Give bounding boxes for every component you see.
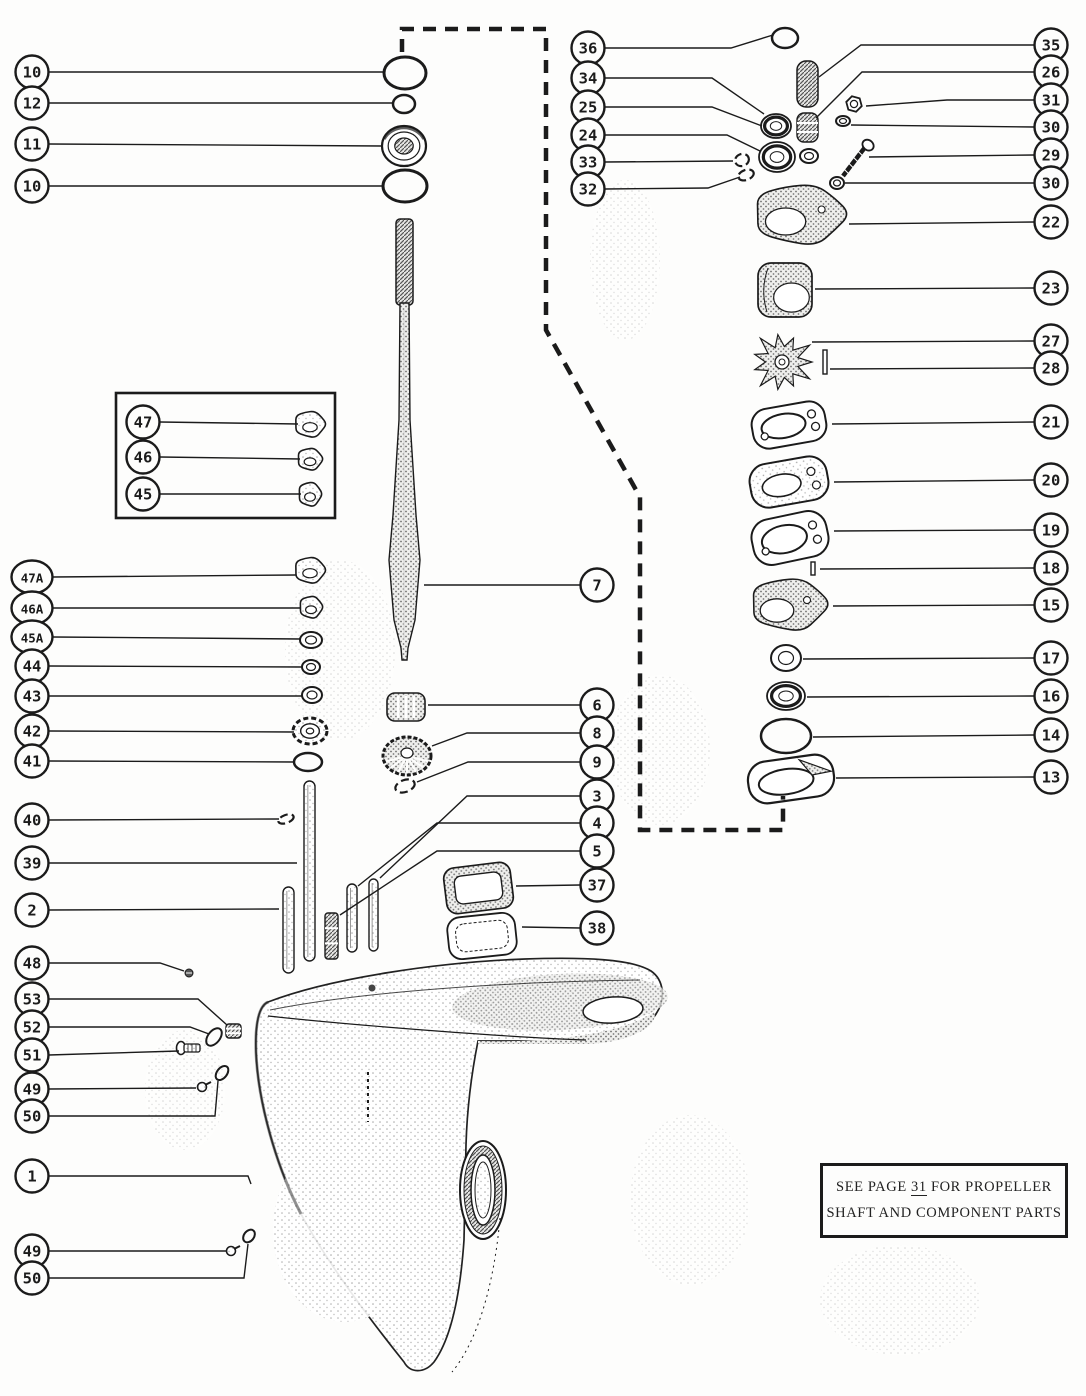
part-gasket-21 [749,399,829,451]
callout-30 [851,111,1068,144]
part-pinion-gear-8 [383,737,431,775]
callout-number: 17 [1041,649,1061,668]
part-clip-33 [733,152,750,168]
leader-line [49,963,184,971]
part-face-plate-20 [747,454,831,511]
callout-2 [16,894,280,927]
part-washer-30-lower [830,177,844,189]
callout-number: 35 [1041,36,1061,55]
leader-line [836,777,1034,778]
callout-number: 29 [1041,146,1061,165]
callout-number: 18 [1041,559,1061,578]
leader-line [49,1088,196,1089]
part-screw-51 [177,1042,201,1055]
callout-13 [836,761,1068,794]
leader-line [813,735,1034,737]
callout-6 [428,689,614,722]
part-spring-pin-5 [325,913,338,959]
callout-number: 45 [133,485,153,504]
callout-number: 47 [133,413,153,432]
leader-line [49,999,227,1025]
callout-number: 26 [1041,63,1061,82]
callout-number: 22 [1041,213,1061,232]
callout-31 [866,84,1068,117]
callout-number: 1 [27,1167,37,1186]
callout-number: 43 [22,687,42,706]
part-washer-44 [302,660,320,674]
callout-number: 31 [1041,91,1061,110]
callout-number: 49 [22,1242,42,1261]
callout-12 [16,87,395,120]
callout-42 [16,715,295,748]
callout-43 [16,680,304,713]
callout-number: 40 [22,811,42,830]
callout-45 [127,478,302,511]
callout-16 [807,680,1068,713]
leader-line [605,35,773,48]
callout-35 [819,29,1068,78]
part-rod-2 [283,887,294,973]
leader-line [516,885,580,886]
part-bezel-37 [442,861,514,915]
callout-number: 4 [592,814,602,833]
callout-46A [12,592,301,625]
callout-1 [16,1160,252,1193]
part-screw-48 [185,969,193,977]
callout-number: 46A [20,601,44,617]
part-rod-3 [369,879,378,951]
part-seal-16 [767,682,805,710]
part-clip-32 [737,168,755,183]
leader-line [820,568,1034,569]
leader-line [815,288,1034,289]
callout-number: 50 [22,1107,42,1126]
callout-24 [572,119,761,152]
callout-number: 7 [592,576,602,595]
callout-number: 2 [27,901,37,920]
part-impeller-key-28 [823,350,827,374]
callout-48 [16,947,185,980]
part-bezel-38 [446,912,518,961]
part-washer-25 [800,149,818,163]
leader-line [830,368,1034,369]
callout-number: 32 [578,180,598,199]
part-seal-24 [759,142,795,172]
part-ball-bearing-11 [382,126,426,166]
callout-number: 19 [1041,521,1061,540]
callout-number: 28 [1041,359,1061,378]
part-gasket-50-lower [241,1227,257,1244]
leader-line [869,155,1034,157]
leader-line [605,107,762,126]
callout-number: 30 [1041,118,1061,137]
callout-37 [516,869,614,902]
leader-line [605,78,764,114]
callout-number: 20 [1041,471,1061,490]
callout-number: 45A [20,630,44,646]
part-o-ring-10-lower [383,170,427,202]
callout-number: 16 [1041,687,1061,706]
leader-line [160,422,298,424]
callout-22 [849,206,1068,239]
callout-number: 23 [1041,279,1061,298]
part-drain-screw-49-lower [227,1246,241,1256]
callout-28 [830,352,1068,385]
part-nut-31 [846,96,861,111]
leader-line [417,762,580,782]
leader-line [803,658,1034,659]
part-ring-stack-26 [797,113,818,142]
callout-number: 53 [22,990,42,1009]
part-seal-34 [761,114,791,138]
callout-39 [16,847,298,880]
leader-line [605,161,733,162]
part-splined-sleeve-6 [387,693,425,721]
leader-line [849,222,1034,224]
leader-line [49,1244,248,1278]
callout-44 [16,650,304,683]
callout-32 [572,173,741,206]
part-o-ring-36 [772,28,798,48]
part-o-ring-41 [294,753,322,771]
part-retaining-clip-9 [394,777,417,795]
part-o-ring-12 [393,95,415,113]
leader-line [53,637,301,639]
leader-line [605,135,760,151]
part-shift-shaft-39 [304,781,315,961]
callout-number: 13 [1041,768,1061,787]
leader-line [832,422,1034,424]
callout-10 [16,56,386,89]
callout-number: 11 [22,135,42,154]
part-plug-53 [226,1024,241,1038]
note-line-2: SHAFT AND COMPONENT PARTS [826,1205,1062,1221]
callout-7 [424,569,614,602]
part-rod-4 [347,884,357,952]
leader-line [49,666,303,667]
callout-8 [432,717,614,750]
callout-30 [845,167,1068,200]
callout-number: 39 [22,854,42,873]
callout-15 [833,589,1068,622]
callout-number: 37 [587,876,607,895]
leader-line [866,100,1034,106]
leader-line [49,819,279,820]
leader-line [432,733,580,746]
leader-line [49,144,383,146]
leader-line [833,605,1034,606]
leader-line [834,480,1034,482]
callout-number: 10 [22,63,42,82]
part-shift-cam-47 [296,412,326,437]
callout-40 [16,804,280,837]
part-plunger-45 [299,483,321,507]
callout-18 [820,552,1068,585]
leader-line [49,761,295,762]
callout-number: 46 [133,448,153,467]
callout-number: 15 [1041,596,1061,615]
leader-line [49,1176,251,1184]
callout-number: 27 [1041,332,1061,351]
callout-29 [869,139,1068,172]
part-bearing-carrier-15 [754,579,828,630]
callout-number: 48 [22,954,42,973]
part-impeller-27 [755,335,812,390]
leader-line [53,575,296,577]
callout-46 [127,441,301,474]
part-gasket-19 [748,508,832,569]
callout-number: 9 [592,753,602,772]
part-gearcase-housing-1 [256,958,669,1372]
callout-number: 24 [578,126,598,145]
callout-number: 42 [22,722,42,741]
callout-number: 25 [578,98,598,117]
part-drive-shaft-7 [389,219,420,660]
callout-number: 12 [22,94,42,113]
callout-25 [572,91,763,127]
callout-number: 33 [578,153,598,172]
propeller-note-box [820,1163,1068,1238]
callout-17 [803,642,1068,675]
callout-11 [16,128,384,161]
leader-line [160,457,300,459]
callout-45A [12,621,302,654]
callout-38 [522,912,614,945]
callout-47 [127,406,299,439]
callout-23 [815,272,1068,305]
leader-line [834,530,1034,531]
callout-21 [832,406,1068,439]
part-o-ring-10-upper [384,57,426,89]
callout-number: 38 [587,919,607,938]
part-washer-30-upper [836,116,850,126]
leader-line [49,731,294,732]
leader-line [851,125,1034,127]
part-dowel-pin-35 [797,61,818,107]
part-gasket-13 [745,752,836,806]
callout-number: 6 [592,696,602,715]
callout-number: 21 [1041,413,1061,432]
callout-14 [813,719,1068,752]
callout-47A [12,561,297,594]
callout-number: 14 [1041,726,1061,745]
leader-line [812,341,1034,342]
callout-number: 8 [592,724,602,743]
part-water-pump-cup-23 [758,263,812,317]
callout-number: 10 [22,177,42,196]
part-clip-40 [277,813,295,826]
leader-line [522,927,580,928]
note-line-1: SEE PAGE 31 FOR PROPELLER [836,1179,1052,1195]
part-water-pump-base-22 [758,185,847,244]
part-dowel-18 [811,562,815,575]
callout-27 [812,325,1068,358]
callout-number: 36 [578,39,598,58]
callout-number: 5 [592,842,602,861]
callout-number: 47A [20,570,44,586]
callout-number: 51 [22,1046,42,1065]
callout-number: 50 [22,1269,42,1288]
part-o-ring-14 [761,719,811,753]
callout-number: 41 [22,752,42,771]
part-washer-43 [302,687,322,703]
page-number-ref: 31 [911,1179,927,1195]
part-ring-17 [771,645,801,671]
callout-9 [417,746,614,783]
callout-49 [16,1235,227,1268]
callout-number: 49 [22,1080,42,1099]
callout-19 [834,514,1068,547]
leader-line [49,909,279,910]
part-washer-45a [300,632,322,648]
callout-number: 44 [22,657,42,676]
leader-line [807,696,1034,697]
part-follower-46 [298,448,322,470]
part-thrust-gear-42 [293,718,327,744]
callout-number: 30 [1041,174,1061,193]
callout-10 [16,170,385,203]
callout-20 [834,464,1068,497]
callout-36 [572,32,774,65]
callout-number: 3 [592,787,602,806]
callout-41 [16,745,296,778]
leader-line [816,72,1034,118]
callout-number: 34 [578,69,598,88]
callout-number: 52 [22,1018,42,1037]
